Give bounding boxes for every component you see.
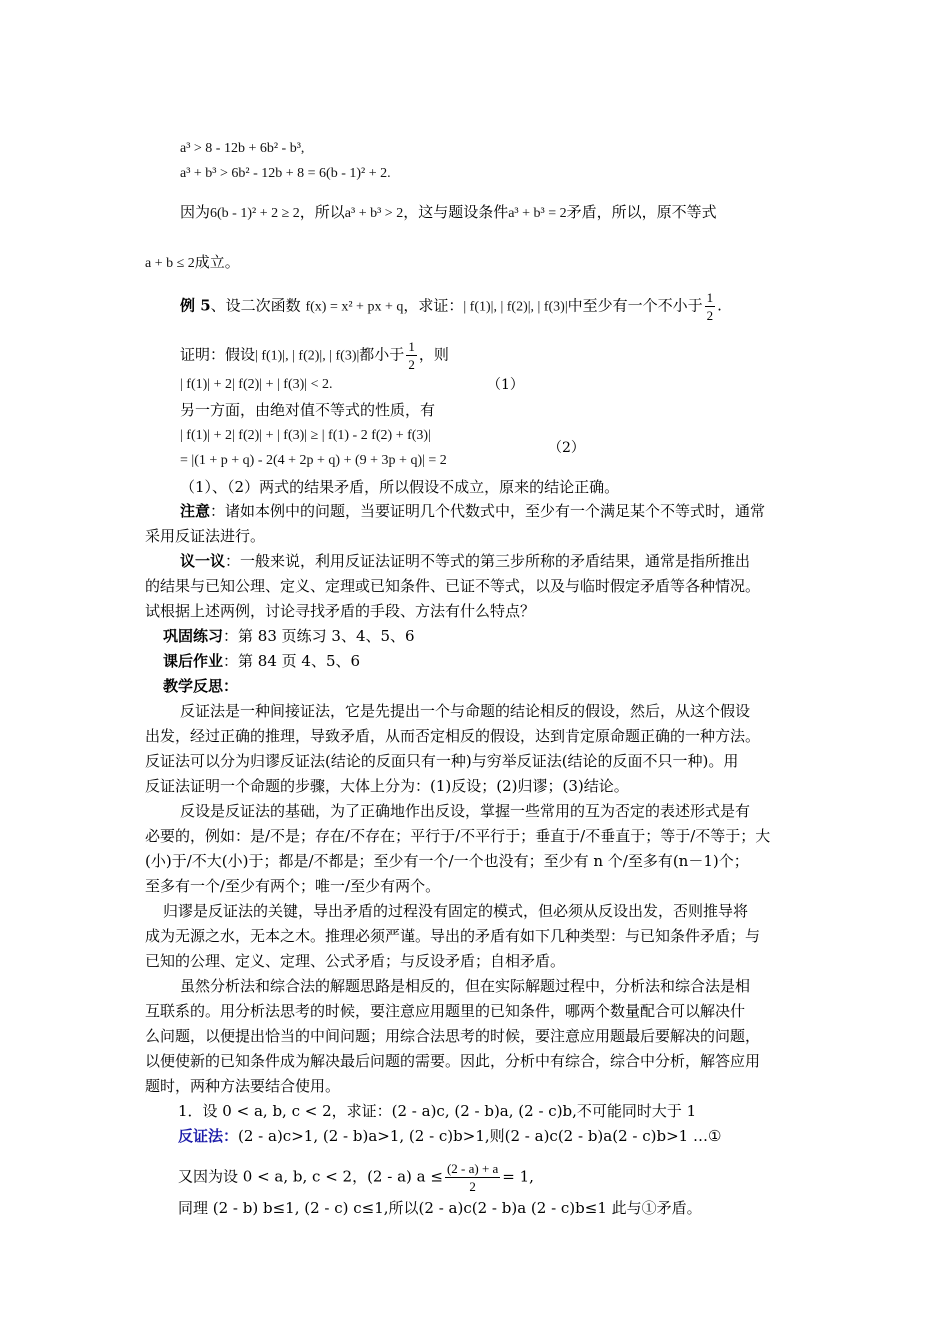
para2-line: 反设是反证法的基础，为了正确地作出反设，掌握一些常用的互为否定的表述形式是有 [180,802,751,820]
para1-line: 反证法可以分为归谬反证法(结论的反面只有一种)与穷举反证法(结论的反面不只一种)。用 [145,752,739,770]
also-prefix: 又因为设 0 < a, b, c < 2，(2 - a) a ≤ [178,1167,443,1186]
proof-lead: 证明：假设 [180,345,256,364]
para3-line: 成为无源之水，无本之木。推理必须严谨。导出的矛盾有如下几种类型：与已知条件矛盾；与 [145,927,761,945]
method-label: 反证法： [178,1127,239,1145]
inequality-line-1: a³ > 8 - 12b + 6b² - b³, [180,141,305,156]
note-label: 注意 [180,502,211,520]
exercise1-statement: 1．设 0 < a, b, c < 2，求证：(2 - a)c, (2 - b)a, (2 - c)b,不可能同时大于 1 [178,1102,697,1120]
para4-line: 互联系的。用分析法思考的时候，要注意应用题里的已知条件，哪两个数量配合可以解决什 [145,1002,746,1020]
para2-line: (小)于/不大(小)于；都是/不都是；至少有一个/一个也没有；至少有 n 个/至多有(n－1)个； [145,852,749,870]
para3-line: 已知的公理、定义、定理、公式矛盾；与反设矛盾；自相矛盾。 [145,952,566,970]
because-expr: 6(b - 1)² + 2 ≥ 2 [210,206,300,221]
para1-line: 出发，经过正确的推理，导致矛盾，从而否定相反的假设，达到肯定原命题正确的一种方法。 [145,727,761,745]
equation-2-tag: （2） [548,440,585,456]
equation-1-tag: （1） [487,377,524,393]
proof-conclusion: （1）、（2）两式的结果矛盾，所以假设不成立，原来的结论正确。 [180,478,620,496]
para1-line: 反证法证明一个命题的步骤，大体上分为：(1)反设；(2)归谬；(3)结论。 [145,777,629,795]
note-text-1: ：诸如本例中的问题，当要证明几个代数式中，至少有一个满足某个不等式时，通常 [210,502,766,520]
example5-post: 中至少有一个不小于 [567,296,703,315]
para4-line: 虽然分析法和综合法的解题思路是相反的，但在实际解题过程中，分析法和综合法是相 [180,977,751,995]
homework-text: ：第 84 页 4、5、6 [223,652,361,670]
practice-label: 巩固练习 [163,627,224,645]
discuss-line-3: 试根据上述两例，讨论寻找矛盾的手段、方法有什么特点？ [145,602,536,620]
para3-line: 归谬是反证法的关键，导出矛盾的过程没有固定的模式，但必须从反设出发，否则推导将 [163,902,749,920]
inequality-line-2: a³ + b³ > 6b² - 12b + 8 = 6(b - 1)² + 2. [180,166,391,181]
example5-fraction: $\frac{1}{2}$ [706,290,714,323]
example5-line [180,289,722,324]
para2-line: 必要的，例如：是/不是；存在/不存在；平行于/不平行于；垂直于/不垂直于；等于/不等于；大 [145,827,771,845]
para4-line: 么问题，以便提出恰当的中间问题；用综合法思考的时候，要注意应用题最后要解决的问题， [145,1027,761,1045]
exercise1-also-line [178,1160,534,1195]
homework-label: 课后作业 [163,652,224,670]
discuss-line-1 [180,551,750,571]
example5-values: | f(1)|, | f(2)|, | f(3)| [463,299,568,315]
discuss-line-2: 的结果与已知公理、定义、定理或已知条件、已证不等式，以及与临时假定矛盾等各种情况。 [145,577,761,595]
exercise1-method-line [178,1126,721,1146]
para1-line: 反证法是一种间接证法，它是先提出一个与命题的结论相反的假设，然后，从这个假设 [180,702,751,720]
proof-mid: 都小于 [359,345,405,364]
para4-line: 题时，两种方法要结合使用。 [145,1077,341,1095]
method-text: (2 - a)c>1, (2 - b)a>1, (2 - c)b>1,则(2 - a)c(2 - b)a(2 - c)b>1 …① [238,1127,722,1145]
proof-fraction: $\frac{1}{2}$ [408,339,415,372]
reflect-label: 教学反思： [163,677,239,695]
condition-prefix: ，这与题设条件 [403,203,509,221]
so-prefix: ，所以 [299,203,345,221]
example5-mid: ，求证： [403,296,464,315]
because-prefix: 因为 [180,203,211,221]
homework-line [163,651,360,671]
discuss-label: 议一议 [180,552,226,570]
note-line-1 [180,501,765,521]
exercise1-same-line: 同理 (2 - b) b≤1, (2 - c) c≤1,所以(2 - a)c(2 - b)a (2 - c)b≤1 此与①矛盾。 [178,1199,702,1217]
proof-post: ，则 [418,345,449,364]
discuss-text-1: ：一般来说，利用反证法证明不等式的第三步所称的矛盾结果，通常是指所推出 [225,552,751,570]
equation-1: | f(1)| + 2| f(2)| + | f(3)| < 2. [180,377,333,392]
example5-function: f(x) = x² + px + q [305,299,404,315]
example5-label: 例 5 [180,296,211,315]
para2-line: 至多有一个/至少有两个；唯一/至少有两个。 [145,877,441,895]
equation-2b: = |(1 + p + q) - 2(4 + 2p + q) + (9 + 3p + q)| = 2 [180,453,447,468]
also-suffix: = 1, [502,1167,534,1186]
so-expr: a³ + b³ > 2 [344,206,404,221]
para4-line: 以便使新的已知条件成为解决最后问题的需要。因此，分析中有综合，综合中分析，解答应用 [145,1052,761,1070]
holds-line [145,252,240,274]
example5-end: . [717,296,722,315]
practice-text: ：第 83 页练习 3、4、5、6 [223,627,415,645]
because-line [180,202,717,224]
holds-suffix: 成立。 [194,253,240,271]
practice-line [163,626,415,646]
condition-expr: a³ + b³ = 2 [508,206,567,221]
equation-2a: | f(1)| + 2| f(2)| + | f(3)| ≥ | f(1) - 2 f(2) + f(3)| [180,428,431,443]
note-line-2: 采用反证法进行。 [145,527,266,545]
holds-expr: a + b ≤ 2 [145,256,195,271]
proof-assume-line [180,338,449,373]
also-fraction: $\frac{(2 - a) + a}{2}$ [446,1161,499,1194]
proof-values: | f(1)|, | f(2)|, | f(3)| [255,348,360,364]
example5-pre: 、设二次函数 [210,296,301,315]
condition-suffix: 矛盾，所以，原不等式 [566,203,717,221]
other-hand-line: 另一方面，由绝对值不等式的性质，有 [180,401,436,419]
